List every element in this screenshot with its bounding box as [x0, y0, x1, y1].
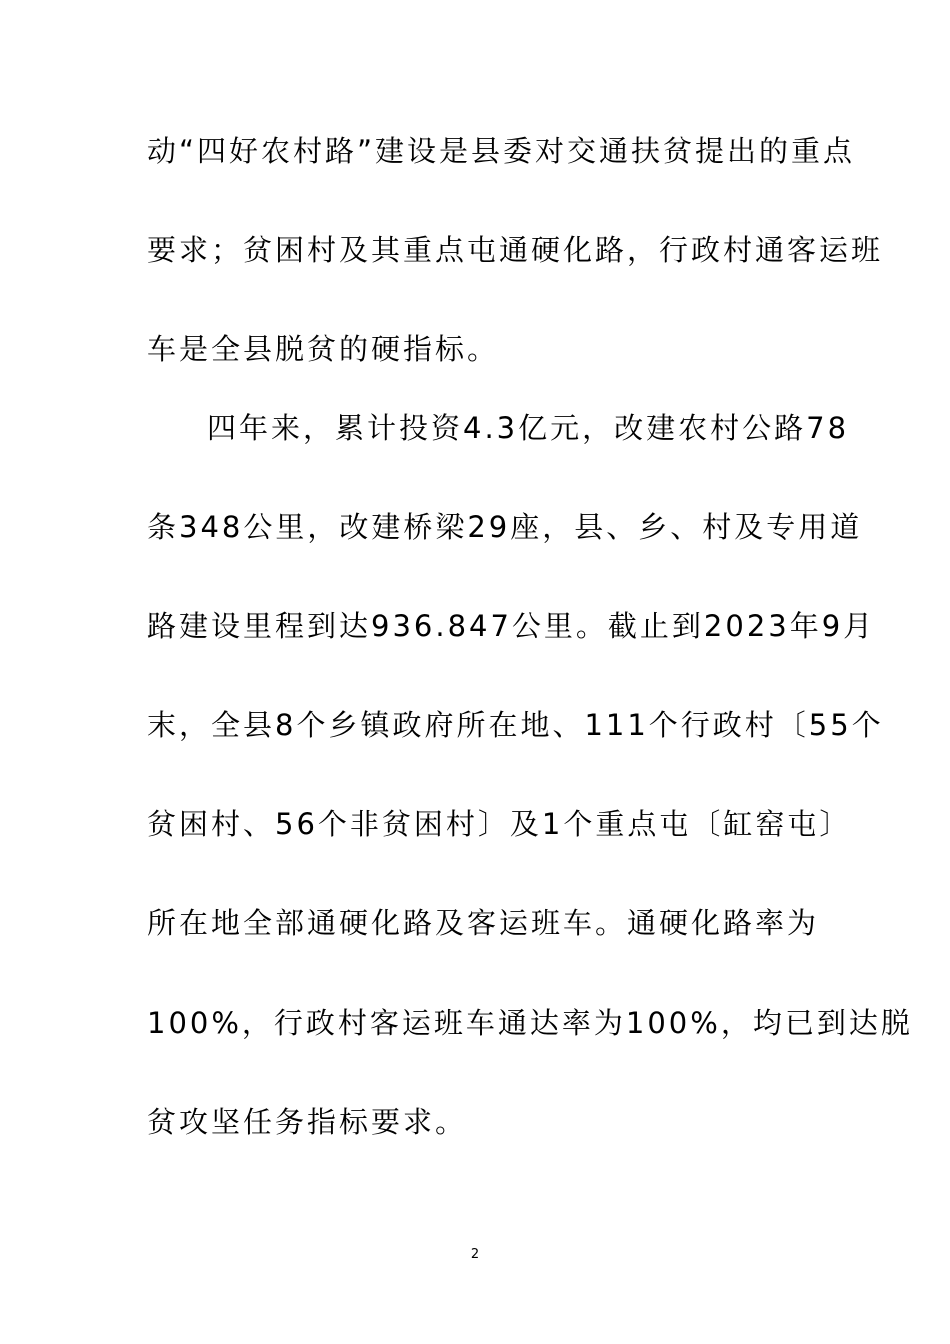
text-line: 贫困村、56个非贫困村〕及1个重点屯〔缸窑屯〕	[147, 807, 852, 841]
text-line: 所在地全部通硬化路及客运班车。通硬化路率为	[147, 906, 820, 940]
text-line: 要求；贫困村及其重点屯通硬化路，行政村通客运班	[147, 233, 884, 267]
page-number: 2	[470, 1247, 480, 1262]
text-line: 车是全县脱贫的硬指标。	[147, 332, 500, 366]
text-line: 四年来，累计投资4.3亿元，改建农村公路78	[207, 411, 850, 445]
text-line: 路建设里程到达936.847公里。截止到2023年9月	[147, 609, 876, 643]
text-line: 贫攻坚任务指标要求。	[147, 1105, 468, 1139]
text-line: 末，全县8个乡镇政府所在地、111个行政村〔55个	[147, 708, 884, 742]
text-line: 条348公里，改建桥梁29座，县、乡、村及专用道	[147, 510, 863, 544]
text-line: 100%，行政村客运班车通达率为100%，均已到达脱	[147, 1006, 913, 1040]
text-line: 动“四好农村路”建设是县委对交通扶贫提出的重点	[147, 134, 856, 168]
